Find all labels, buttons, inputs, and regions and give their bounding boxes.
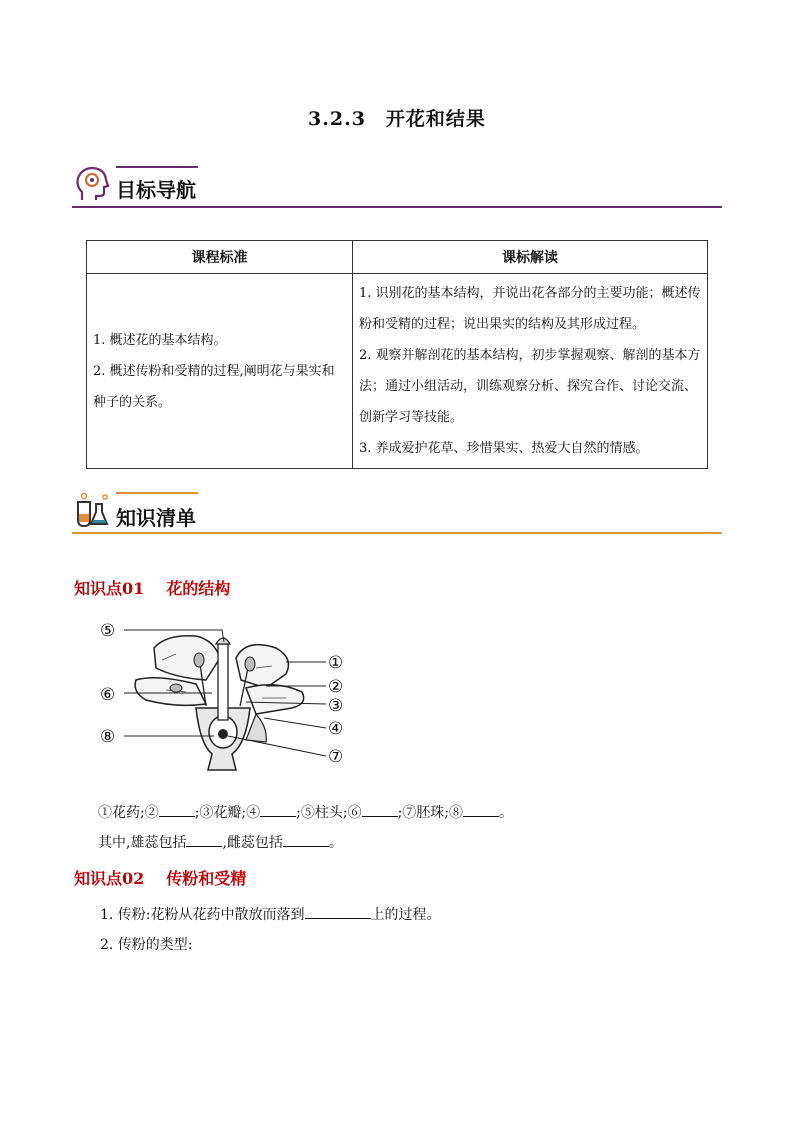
interpretation-item: 1. 识别花的基本结构，并说出花各部分的主要功能；概述传粉和受精的过程；说出果实的结构及其形成过程。 [359, 286, 701, 332]
answer-blank[interactable] [305, 904, 371, 919]
flask-icon [72, 490, 112, 530]
answer-blank[interactable] [260, 802, 296, 817]
fill-line-parts: ①花药;② ;③花瓣;④ ;⑤柱头;⑥ ;⑦胚珠;⑧ 。 [98, 802, 513, 822]
curriculum-table [86, 240, 708, 469]
knowledge-point-2 [74, 866, 246, 889]
diagram-label-5: ⑤ [100, 621, 116, 641]
knowledge-point-1 [74, 576, 230, 599]
diagram-label-1: ① [328, 653, 344, 673]
diagram-label-7: ⑦ [328, 747, 344, 767]
section-header-knowledge [72, 494, 722, 534]
diagram-label-2: ② [328, 677, 344, 697]
interpretation-item: 3. 养成爱护花草、珍惜果实、热爱大自然的情感。 [359, 441, 649, 456]
diagram-label-6: ⑥ [100, 685, 116, 705]
answer-blank[interactable] [159, 802, 195, 817]
head-brain-icon [74, 166, 110, 204]
fill-line-stamen-pistil: 其中,雄蕊包括 ,雌蕊包括 。 [98, 832, 343, 852]
section-title-knowledge: 知识清单 [116, 506, 196, 530]
section-title-goal: 目标导航 [116, 178, 196, 202]
diagram-label-4: ④ [328, 719, 344, 739]
kp-title: 传粉和受精 [166, 869, 247, 888]
table-cell-standard [87, 274, 353, 469]
kp-number: 知识点01 [74, 579, 145, 598]
kp-number: 知识点02 [74, 869, 145, 888]
pollination-types: 2. 传粉的类型: [100, 937, 193, 953]
answer-blank[interactable] [283, 832, 329, 847]
answer-blank[interactable] [362, 802, 398, 817]
table-header-standard: 课程标准 [87, 241, 353, 274]
answer-blank[interactable] [186, 832, 222, 847]
standard-item: 1. 概述花的基本结构。 [93, 332, 227, 348]
interpretation-item: 2. 观察并解剖花的基本结构，初步掌握观察、解剖的基本方法；通过小组活动，训练观察分析、探究合作、讨论交流、创新学习等技能。 [359, 348, 701, 425]
diagram-label-3: ③ [328, 696, 344, 716]
kp-title: 花的结构 [166, 579, 231, 598]
pollination-definition: 1. 传粉:花粉从花药中散放而落到 上的过程。 [100, 904, 441, 924]
standard-item: 2. 概述传粉和受精的过程,阐明花与果实和种子的关系。 [93, 363, 335, 410]
table-cell-interpretation [353, 274, 708, 469]
flower-structure-diagram [96, 618, 356, 778]
section-header-goal [72, 168, 722, 208]
page-title: 3.2.3 开花和结果 [308, 108, 486, 130]
answer-blank[interactable] [463, 802, 499, 817]
table-header-interpretation: 课标解读 [353, 241, 708, 274]
diagram-label-8: ⑧ [100, 727, 116, 747]
